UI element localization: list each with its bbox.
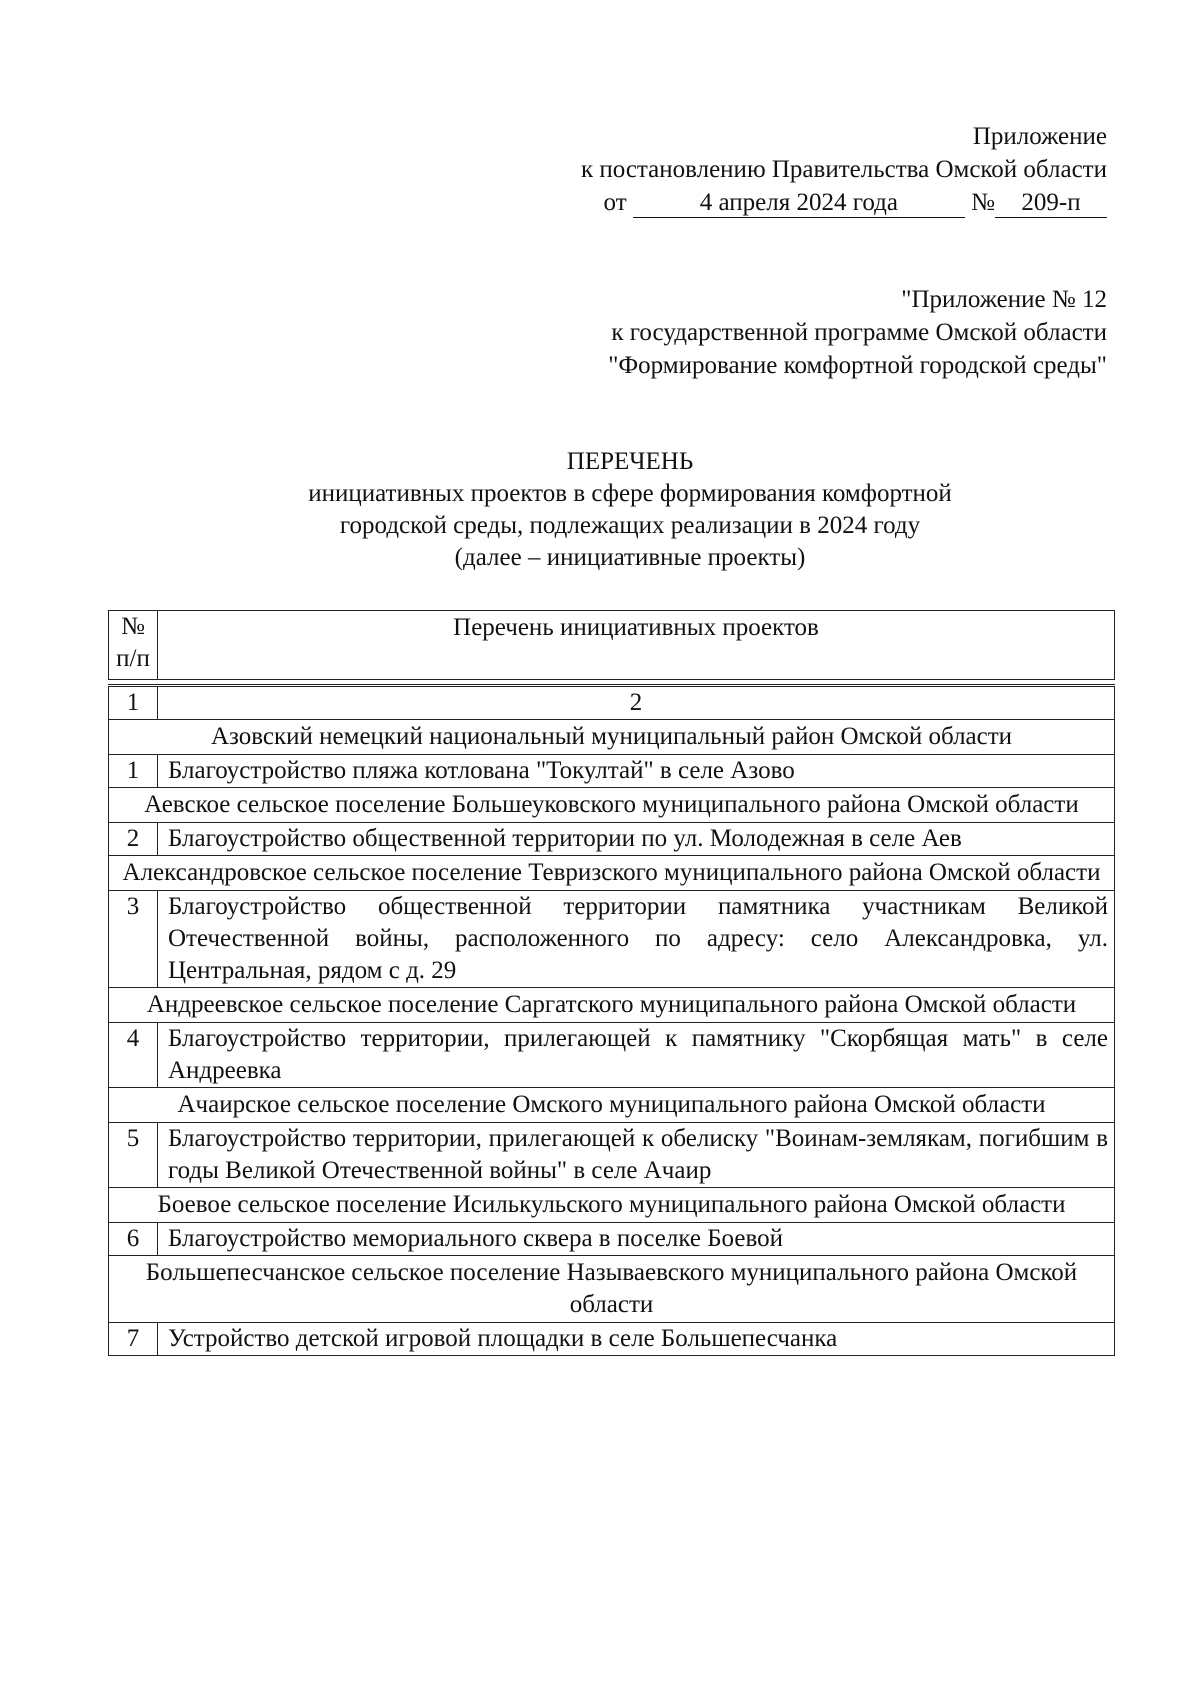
- project-text: Благоустройство общественной территории по ул. Молодежная в селе Аев: [158, 823, 1115, 856]
- project-row: [109, 1123, 1115, 1188]
- col-num-header: [109, 611, 158, 680]
- district-row: [109, 1188, 1115, 1223]
- district-row: [109, 1088, 1115, 1123]
- project-row: [109, 1323, 1115, 1356]
- project-text: Устройство детской игровой площадки в селе Большепесчанка: [158, 1323, 1115, 1356]
- district-name: Аевское сельское поселение Большеуковского муниципального района Омской области: [109, 788, 1115, 823]
- resolution-header: [581, 120, 1107, 219]
- project-row: [109, 755, 1115, 788]
- col-list-header: Перечень инициативных проектов: [158, 611, 1115, 680]
- district-name: Ачаирское сельское поселение Омского муниципального района Омской области: [109, 1088, 1115, 1123]
- title-line-2: городской среды, подлежащих реализации в 2024 году: [339, 512, 921, 539]
- title-line-1: инициативных проектов в сфере формирования комфортной: [308, 480, 952, 507]
- project-row: [109, 1023, 1115, 1088]
- project-row: [109, 1223, 1115, 1256]
- col-num-index: 1: [109, 686, 158, 720]
- col-list-index: 2: [158, 686, 1115, 720]
- project-text: Благоустройство территории, прилегающей к обелиску "Воинам-землякам, погибшим в годы Великой Отечественной войны" в селе Ачаир: [158, 1123, 1115, 1188]
- district-row: [109, 856, 1115, 891]
- project-row: [109, 891, 1115, 988]
- project-number: 2: [109, 823, 158, 856]
- district-row: [109, 1256, 1115, 1323]
- district-name: Большепесчанское сельское поселение Называевского муниципального района Омской области: [109, 1256, 1115, 1323]
- project-row: [109, 823, 1115, 856]
- number-prefix: №: [971, 189, 995, 216]
- district-name: Александровское сельское поселение Тевризского муниципального района Омской области: [109, 856, 1115, 891]
- table-header-row: [109, 611, 1115, 680]
- project-number: 4: [109, 1023, 158, 1088]
- project-text: Благоустройство мемориального сквера в поселке Боевой: [158, 1223, 1115, 1256]
- district-row: [109, 788, 1115, 823]
- project-number: 5: [109, 1123, 158, 1188]
- project-text: Благоустройство территории, прилегающей к памятнику "Скорбящая мать" в селе Андреевка: [158, 1023, 1115, 1088]
- appendix-program-name: "Формирование комфортной городской среды": [608, 352, 1107, 379]
- project-number: 7: [109, 1323, 158, 1356]
- projects-table: [108, 610, 1115, 1356]
- project-text: Благоустройство общественной территории памятника участникам Великой Отечественной войны, расположенного по адресу: село Александровка, ул. Центральная, рядом с д. 29: [158, 891, 1115, 988]
- project-text: Благоустройство пляжа котлована "Токултай" в селе Азово: [158, 755, 1115, 788]
- column-index-row: [109, 686, 1115, 720]
- project-number: 6: [109, 1223, 158, 1256]
- title-heading: ПЕРЕЧЕНЬ: [566, 448, 694, 475]
- district-row: [109, 720, 1115, 755]
- resolution-date: 4 апреля 2024 года: [633, 189, 965, 218]
- program-appendix-header: [608, 283, 1107, 382]
- appendix-number: "Приложение № 12: [901, 286, 1107, 313]
- project-number: 1: [109, 755, 158, 788]
- document-title: [130, 446, 1130, 574]
- project-number: 3: [109, 891, 158, 988]
- district-row: [109, 988, 1115, 1023]
- col-num-header-text: № п/п: [116, 613, 150, 672]
- header-date-number: [581, 186, 1107, 219]
- district-name: Боевое сельское поселение Исилькульского муниципального района Омской области: [109, 1188, 1115, 1223]
- resolution-number: 209-п: [995, 189, 1107, 218]
- district-name: Азовский немецкий национальный муниципальный район Омской области: [109, 720, 1115, 755]
- appendix-program-ref: к государственной программе Омской области: [611, 319, 1107, 346]
- title-line-3: (далее – инициативные проекты): [454, 544, 806, 571]
- header-resolution-ref: к постановлению Правительства Омской области: [580, 156, 1107, 183]
- district-name: Андреевское сельское поселение Саргатского муниципального района Омской области: [109, 988, 1115, 1023]
- date-prefix: от: [603, 189, 627, 216]
- header-appendix-label: Приложение: [972, 123, 1107, 150]
